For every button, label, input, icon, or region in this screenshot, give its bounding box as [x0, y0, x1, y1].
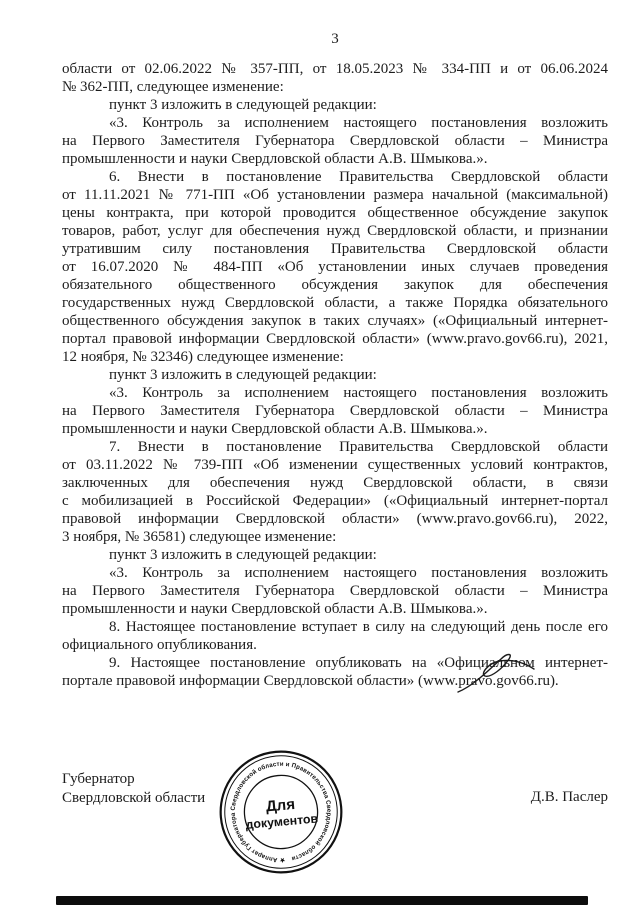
text-line: № 362-ПП, следующее изменение: — [62, 79, 284, 95]
text-line: «3. Контроль за исполнением настоящего постановления возложить — [109, 565, 608, 581]
text-line: пункт 3 изложить в следующей редакции: — [109, 97, 377, 113]
text-line: официального опубликования. — [62, 637, 257, 653]
text-line: промышленности и науки Свердловской области А.В. Шмыкова.». — [62, 421, 488, 437]
text-line: товаров, работ, услуг для обеспечения нужд Свердловской области, и признании — [62, 223, 608, 239]
page-number: 3 — [331, 31, 339, 47]
handwritten-signature-stroke — [455, 650, 540, 698]
text-line: на Первого Заместителя Губернатора Свердловской области – Министра — [62, 133, 608, 149]
text-line: портал правовой информации Свердловской области» (www.pravo.gov66.ru), 2021, — [62, 331, 608, 347]
text-line: «3. Контроль за исполнением настоящего постановления возложить — [109, 115, 608, 131]
text-line: на Первого Заместителя Губернатора Свердловской области – Министра — [62, 403, 608, 419]
text-line: «3. Контроль за исполнением настоящего постановления возложить — [109, 385, 608, 401]
stamp-center-text-bottom: документов — [245, 811, 319, 832]
text-line: обязательного общественного обсуждения закупок для обеспечения — [62, 277, 608, 293]
text-line: 8. Настоящее постановление вступает в силу на следующий день после его — [109, 619, 608, 635]
text-line: промышленности и науки Свердловской области А.В. Шмыкова.». — [62, 601, 488, 617]
text-line: 12 ноября, № 32346) следующее изменение: — [62, 349, 344, 365]
signatory-title-line: Свердловской области — [62, 790, 206, 806]
text-line: от 16.07.2020 № 484-ПП «Об установлении иных случаев проведения — [62, 259, 608, 275]
text-line: заключенных для обеспечения нужд Свердловской области, в связи — [62, 475, 608, 491]
text-line: портале правовой информации Свердловской области» (www.pravo.gov66.ru). — [62, 673, 559, 689]
text-line: правовой информации Свердловской области» (www.pravo.gov66.ru), 2022, — [62, 511, 608, 527]
text-line: общественного обсуждения закупок в таких случаях» («Официальный интернет- — [62, 313, 608, 329]
text-line: пункт 3 изложить в следующей редакции: — [109, 547, 377, 563]
document-body — [62, 60, 608, 690]
signatory-title-line: Губернатор — [62, 771, 135, 787]
text-line: пункт 3 изложить в следующей редакции: — [109, 367, 377, 383]
scan-artifact-bar — [56, 896, 588, 905]
text-line: утратившим силу постановления Правительства Свердловской области — [62, 241, 608, 257]
text-line: цены контракта, при которой проводится общественное обсуждение закупок — [62, 205, 608, 221]
text-line: на Первого Заместителя Губернатора Свердловской области – Министра — [62, 583, 608, 599]
stamp-center-text-top: Для — [265, 795, 296, 816]
text-line: 7. Внести в постановление Правительства Свердловской области — [109, 439, 608, 455]
round-stamp — [212, 743, 351, 882]
signatory-name: Д.В. Паслер — [530, 789, 608, 805]
text-line: области от 02.06.2022 № 357-ПП, от 18.05.2023 № 334-ПП и от 06.06.2024 — [62, 61, 608, 77]
text-line: 9. Настоящее постановление опубликовать на «Официальном интернет- — [109, 655, 608, 671]
text-line: 3 ноября, № 36581) следующее изменение: — [62, 529, 337, 545]
text-line: 6. Внести в постановление Правительства Свердловской области — [109, 169, 608, 185]
text-line: государственных нужд Свердловской области, а также Порядка обязательного — [62, 295, 608, 311]
text-line: от 11.11.2021 № 771-ПП «Об установлении размера начальной (максимальной) — [62, 187, 608, 203]
text-line: от 03.11.2022 № 739-ПП «Об изменении существенных условий контрактов, — [62, 457, 608, 473]
stamp-ring-text: ★ Аппарат Губернатора Свердловской области и Правительства Свердловской области — [229, 760, 333, 864]
text-line: промышленности и науки Свердловской области А.В. Шмыкова.». — [62, 151, 488, 167]
text-line: с мобилизацией в Российской Федерации» («Официальный интернет-портал — [62, 493, 608, 509]
